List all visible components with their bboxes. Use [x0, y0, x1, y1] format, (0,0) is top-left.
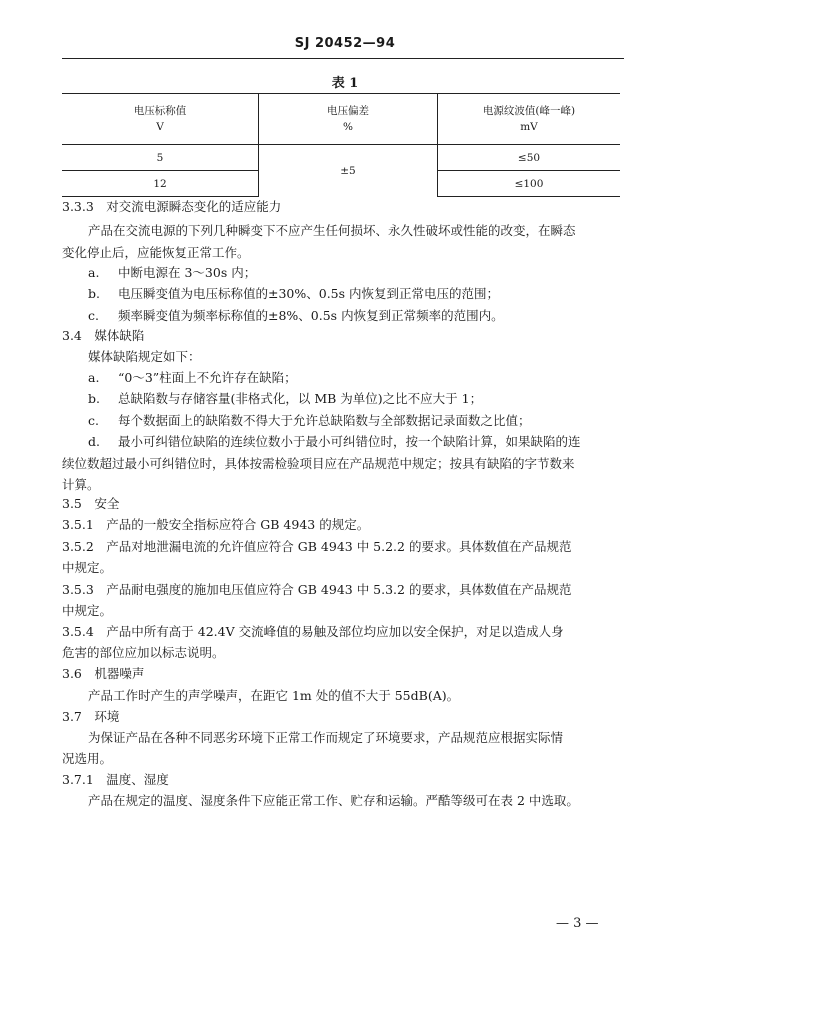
table-header-row	[62, 94, 620, 145]
clause-3-5-1: 3.5.1 产品的一般安全指标应符合 GB 4943 的规定。	[62, 517, 370, 532]
paragraph-line: 况选用。	[62, 751, 113, 766]
paragraph-line: 为保证产品在各种不同恶劣环境下正常工作而规定了环境要求，产品规范应根据实际情	[88, 730, 564, 745]
header-ripple	[438, 94, 621, 145]
list-item-marker: b.	[88, 391, 100, 406]
list-item-marker: c.	[88, 413, 99, 428]
list-item-marker: a.	[88, 370, 100, 385]
cell-ripple: ≤50	[438, 145, 621, 171]
section-heading-3-7-1: 3.7.1 温度、湿度	[62, 772, 169, 787]
paragraph-line: 产品工作时产生的声学噪声，在距它 1m 处的值不大于 55dB(A)。	[88, 688, 460, 703]
list-item-text: 总缺陷数与存储容量(非格式化，以 MB 为单位)之比不应大于 1；	[118, 391, 483, 406]
header-rule	[62, 58, 624, 59]
list-item-text: 每个数据面上的缺陷数不得大于允许总缺陷数与全部数据记录面数之比值；	[118, 413, 531, 428]
list-item-text: 中断电源在 3～30s 内；	[118, 265, 257, 280]
paragraph-line: 产品在规定的温度、湿度条件下应能正常工作、贮存和运输。严酷等级可在表 2 中选取。	[88, 793, 579, 808]
clause-3-5-3: 3.5.3 产品耐电强度的施加电压值应符合 GB 4943 中 5.3.2 的要求，具体数值在产品规范	[62, 582, 572, 597]
list-item-text: 频率瞬变值为频率标称值的±8%、0.5s 内恢复到正常频率的范围内。	[118, 308, 504, 323]
header-ripple-name: 电源纹波值(峰一峰)	[482, 105, 576, 117]
header-deviation-name: 电压偏差	[327, 105, 369, 117]
section-heading-3-6: 3.6 机器噪声	[62, 666, 145, 681]
cell-deviation: ±5	[259, 145, 438, 197]
list-item-marker: a.	[88, 265, 100, 280]
cell-voltage: 5	[62, 145, 259, 171]
cell-ripple: ≤100	[438, 171, 621, 197]
standard-code: SJ 20452—94	[294, 36, 396, 51]
header-deviation	[259, 94, 438, 145]
page-number: — 3 —	[556, 916, 599, 931]
header-deviation-unit: %	[343, 121, 353, 133]
clause-3-5-4: 3.5.4 产品中所有高于 42.4V 交流峰值的易触及部位均应加以安全保护，对足以造成人身	[62, 624, 564, 639]
table-row	[62, 145, 620, 171]
list-item-marker: c.	[88, 308, 99, 323]
voltage-spec-table	[62, 93, 620, 197]
header-voltage-name: 电压标称值	[133, 105, 187, 117]
paragraph-line: 计算。	[62, 477, 100, 492]
paragraph-line: 变化停止后，应能恢复正常工作。	[62, 245, 250, 260]
section-heading-3-5: 3.5 安全	[62, 496, 120, 511]
section-heading-3-4: 3.4 媒体缺陷	[62, 328, 145, 343]
list-item-text: “0～3”柱面上不允许存在缺陷；	[118, 370, 297, 385]
header-voltage	[62, 94, 259, 145]
paragraph-line: 续位数超过最小可纠错位时，具体按需检验项目应在产品规范中规定；按具有缺陷的字节数来	[62, 456, 575, 471]
paragraph-line: 中规定。	[62, 603, 113, 618]
paragraph-line: 媒体缺陷规定如下：	[88, 349, 201, 364]
paragraph-line: 产品在交流电源的下列几种瞬变下不应产生任何损坏、永久性破坏或性能的改变，在瞬态	[88, 223, 576, 238]
section-heading-3-3-3: 3.3.3 对交流电源瞬态变化的适应能力	[62, 199, 282, 214]
paragraph-line: 危害的部位应加以标志说明。	[62, 645, 225, 660]
cell-voltage: 12	[62, 171, 259, 197]
header-voltage-unit: V	[156, 121, 164, 133]
paragraph-line: 中规定。	[62, 560, 113, 575]
list-item-text: 电压瞬变值为电压标称值的±30%、0.5s 内恢复到正常电压的范围；	[118, 286, 500, 301]
list-item-marker: d.	[88, 434, 100, 449]
section-heading-3-7: 3.7 环境	[62, 709, 120, 724]
list-item-text: 最小可纠错位缺陷的连续位数小于最小可纠错位时，按一个缺陷计算，如果缺陷的连	[118, 434, 581, 449]
header-ripple-unit: mV	[520, 121, 538, 133]
clause-3-5-2: 3.5.2 产品对地泄漏电流的允许值应符合 GB 4943 中 5.2.2 的要求。具体数值在产品规范	[62, 539, 572, 554]
list-item-marker: b.	[88, 286, 100, 301]
table-title: 表 1	[331, 76, 359, 91]
